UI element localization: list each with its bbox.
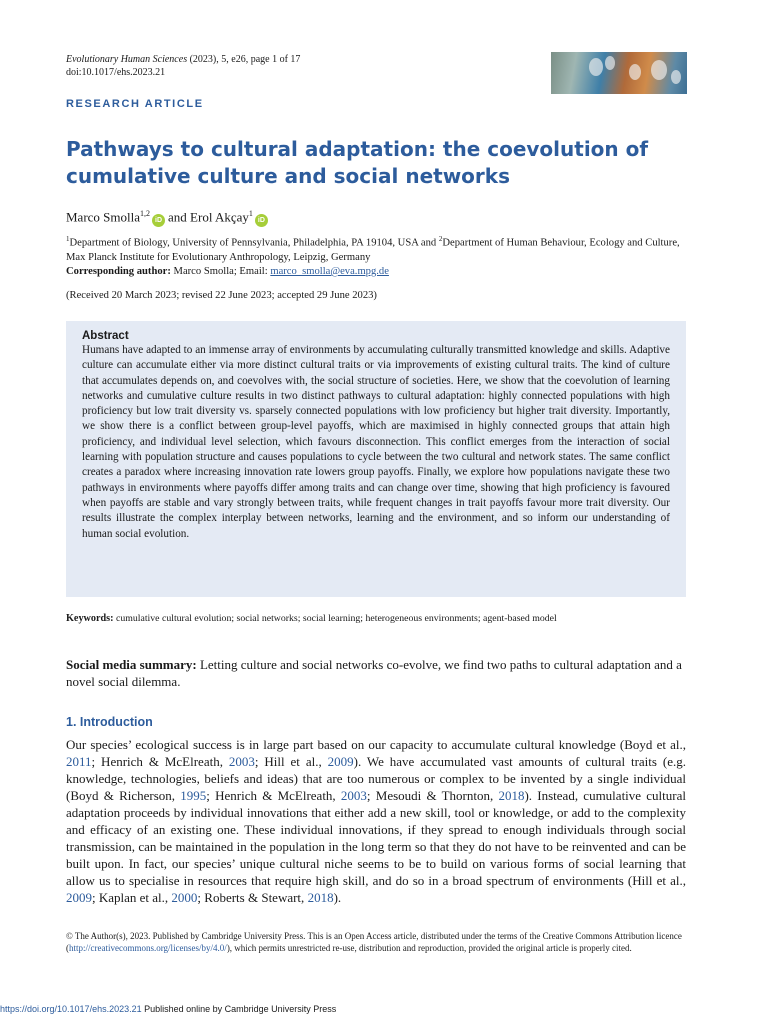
article-title: Pathways to cultural adaptation: the coevolution of cumulative culture and social networks [66, 137, 649, 188]
affil-text: Department of Human Behaviour, Ecology and Culture, Max Planck Institute for Evolutionary Anthropology, Leipzig, Germany [66, 237, 680, 263]
page-footer [0, 1004, 336, 1014]
journal-name: Evolutionary Human Sciences [66, 54, 188, 65]
corresponding-label: Corresponding author: [66, 265, 171, 277]
citation-link[interactable]: 2003 [228, 754, 255, 769]
intro-text: ). Instead, cumulative cultural adaptation proceeds by individual innovations that either add a new skill, tool or knowledge, or add to the complexity and efficacy of an existing one. These individual innovations, if they spread to enough individuals through social transmission, can be maintained in the population in the long term so that they do not have to be reinvented and can be built upon. In fact, our species’ unique cultural niche seems to be to build on various forms of social learning that allow us to specialise in resources that require high skill, and do so in a broad spectrum of environments (Hill et al., [66, 788, 686, 888]
intro-text: ; Hill et al., [254, 754, 328, 769]
keywords [66, 613, 557, 624]
affiliations [66, 232, 690, 279]
citation-link[interactable]: 2000 [171, 890, 198, 905]
journal-header [66, 53, 300, 79]
author-affil-mark: 1 [248, 209, 253, 218]
intro-text: Our species’ ecological success is in large part based on our capacity to accumulate cultural knowledge (Boyd et al., [66, 737, 686, 752]
journal-citation [66, 53, 300, 66]
footer-doi-link[interactable]: https://doi.org/10.1017/ehs.2023.21 [0, 1004, 142, 1014]
section-heading-introduction: 1. Introduction [66, 715, 153, 729]
keywords-text: cumulative cultural evolution; social networks; social learning; heterogeneous environments; agent-based model [113, 613, 557, 624]
license-statement [66, 930, 688, 954]
social-media-summary [66, 656, 686, 690]
intro-text: ; Mesoudi & Thornton, [366, 788, 499, 803]
abstract-text: Humans have adapted to an immense array of environments by accumulating culturally transmitted knowledge and skills. Adaptive culture can accumulate either via more distinct cultural traits or via improvements of existing cultural traits. The kind of culture that accumulates depends on, and coevolves with, the social structure of societies. Here, we show that the coevolution of learning networks and cumulative culture results in two distinct pathways to cultural adaptation: highly connected populations with high proficiency but low trait diversity vs. sparsely connected populations with low proficiency but higher trait diversity. Importantly, we show there is a conflict between group-level payoffs, which are maximised in highly connected groups that attain high proficiency, and individual level selection, which favours disconnection. This conflict emerges from the interaction of social learning with population structure and causes populations to cycle between the two cultural and network states. The same conflict creates a paradox where increasing innovation rate lowers group payoffs. Finally, we explore how populations navigate these two pathways in environments where payoffs differ among traits and can change over time, showing that high proficiency is favoured when payoffs are stable and vary strongly between traits, while frequent changes in trait payoffs favour more trait diversity. Our results illustrate the complex interplay between networks, learning and the environment, and so inform our understanding of human social evolution. [82, 344, 670, 540]
citation-link[interactable]: 2009 [66, 890, 92, 905]
affiliation-lines [66, 232, 690, 265]
citation-link[interactable]: 2011 [66, 754, 92, 769]
journal-volume: (2023), 5, e26, page 1 of 17 [187, 54, 301, 65]
license-link[interactable]: http://creativecommons.org/licenses/by/4.0/ [69, 943, 227, 953]
intro-text: ; Henrich & McElreath, [91, 754, 229, 769]
corresponding-author [66, 265, 690, 279]
article-type: RESEARCH ARTICLE [66, 98, 204, 110]
citation-link[interactable]: 2009 [327, 754, 354, 769]
intro-text: ). We have accumulated vast amounts of cultural traits (e.g. knowledge, technologies, beliefs and ideas) that are too numerous or complex to be invented by a single individual (Boyd & Richerson, [66, 754, 686, 803]
orcid-icon[interactable]: iD [255, 214, 268, 227]
orcid-icon[interactable]: iD [152, 214, 165, 227]
summary-label: Social media summary: [66, 657, 197, 672]
author-name: Erol Akçay [190, 209, 249, 225]
intro-text: ; Kaplan et al., [92, 890, 172, 905]
abstract-heading: Abstract [82, 330, 129, 342]
abstract-box [66, 321, 686, 597]
affil-text: Department of Biology, University of Pennsylvania, Philadelphia, PA 19104, USA and [69, 237, 439, 249]
author-list [66, 205, 271, 227]
citation-link[interactable]: 2018 [307, 890, 334, 905]
email-link[interactable]: marco_smolla@eva.mpg.de [270, 265, 389, 277]
intro-text: ). [333, 890, 342, 905]
license-text: ), which permits unrestricted re-use, distribution and reproduction, provided the original article is properly cited. [226, 943, 632, 953]
author-affil-mark: 1,2 [140, 209, 151, 218]
journal-cover-image [551, 52, 687, 94]
author-joiner: and [168, 209, 187, 225]
received-dates: (Received 20 March 2023; revised 22 June 2023; accepted 29 June 2023) [66, 290, 377, 301]
footer-text: Published online by Cambridge University Press [141, 1004, 337, 1014]
summary-text: Letting culture and social networks co-evolve, we find two paths to cultural adaptation and a novel social dilemma. [66, 657, 682, 689]
introduction-paragraph [66, 736, 686, 906]
intro-text: ; Henrich & McElreath, [206, 788, 341, 803]
affil-number: 1 [66, 235, 70, 243]
citation-link[interactable]: 1995 [180, 788, 207, 803]
keywords-label: Keywords: [66, 613, 114, 624]
intro-text: ; Roberts & Stewart, [197, 890, 308, 905]
license-text: © The Author(s), 2023. Published by Cambridge University Press. This is an Open Access article, distributed under the terms of the Creative Commons Attribution licence ( [66, 931, 682, 953]
corresponding-text: Marco Smolla; Email: [170, 265, 271, 277]
affil-number: 2 [438, 235, 443, 243]
author-name: Marco Smolla [66, 209, 141, 225]
citation-link[interactable]: 2003 [340, 788, 367, 803]
citation-link[interactable]: 2018 [498, 788, 525, 803]
journal-doi: doi:10.1017/ehs.2023.21 [66, 67, 166, 78]
